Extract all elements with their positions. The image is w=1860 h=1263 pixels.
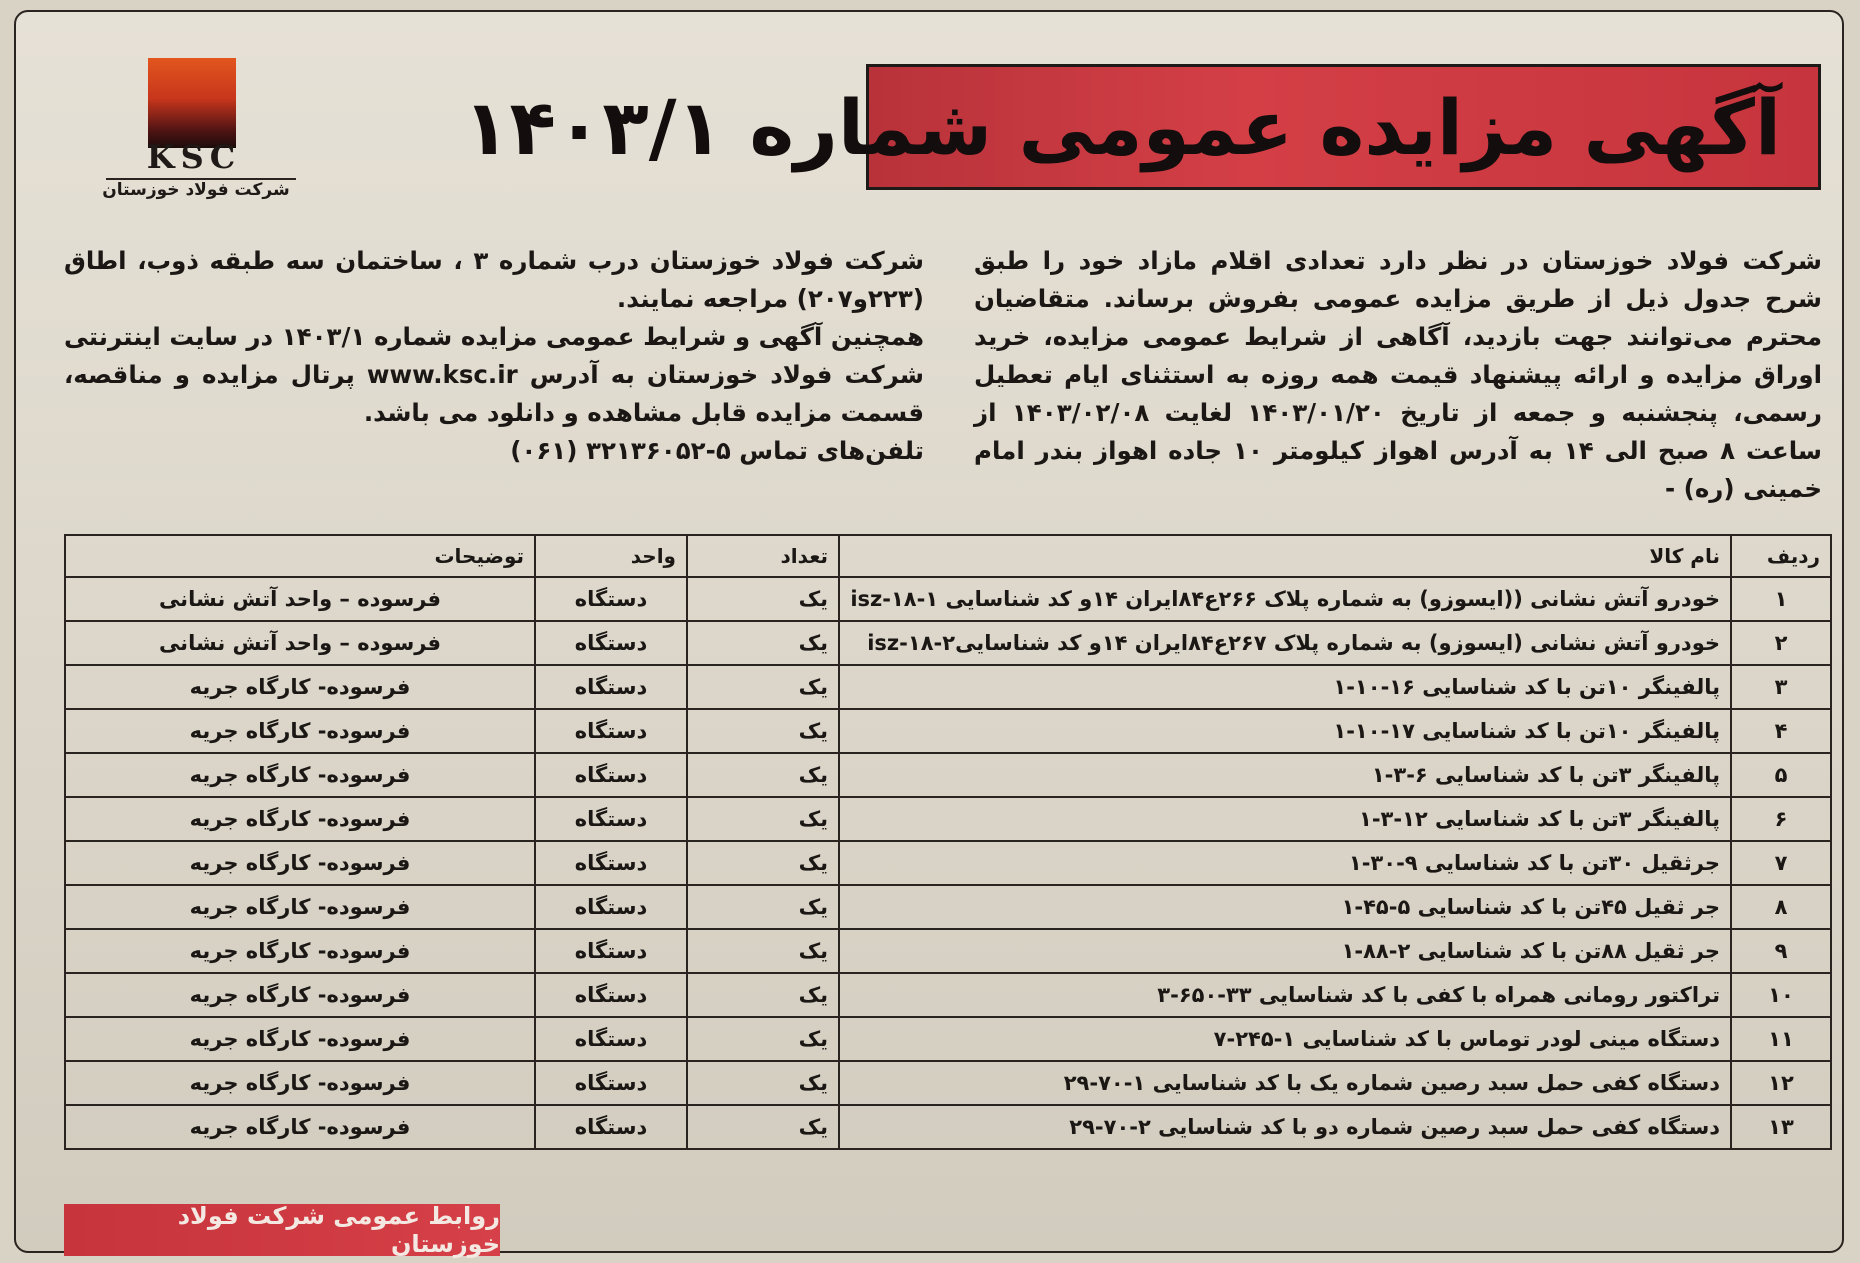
row-item: پالفینگر ۳تن با کد شناسایی ۱۲-۳-۱ — [839, 797, 1731, 841]
items-table — [64, 534, 1832, 1150]
header-notes: توضیحات — [65, 535, 535, 577]
logo-name: KSC — [146, 138, 242, 176]
row-unit: دستگاه — [535, 1105, 687, 1149]
row-item: پالفینگر ۳تن با کد شناسایی ۶-۳-۱ — [839, 753, 1731, 797]
row-index: ۹ — [1731, 929, 1831, 973]
row-count: یک — [687, 709, 839, 753]
row-count: یک — [687, 1061, 839, 1105]
intro-paragraph-right: شرکت فولاد خوزستان در نظر دارد تعدادی اقلام مازاد خود را طبق شرح جدول ذیل از طریق مزایده عمومی بفروش برساند. متقاضیان محترم می‌توانند جهت بازدید، آگاهی از شرایط عمومی مزایده، خرید اوراق مزایده و ارائه پیشنهاد قیمت همه روزه به استثنای ایام تعطیل رسمی، پنجشنبه و جمعه از تاریخ ۱۴۰۳/۰۱/۲۰ لغایت ۱۴۰۳/۰۲/۰۸ از ساعت ۸ صبح الی ۱۴ به آدرس اهواز کیلومتر ۱۰ جاده اهواز بندر امام خمینی (ره) - — [974, 246, 1822, 503]
row-unit: دستگاه — [535, 665, 687, 709]
row-count: یک — [687, 797, 839, 841]
table-row — [65, 753, 1831, 797]
row-count: یک — [687, 753, 839, 797]
row-notes: فرسوده- کارگاه جریه — [65, 929, 535, 973]
row-notes: فرسوده- کارگاه جریه — [65, 1061, 535, 1105]
row-item: پالفینگر ۱۰تن با کد شناسایی ۱۷-۱۰-۱ — [839, 709, 1731, 753]
row-index: ۱۰ — [1731, 973, 1831, 1017]
header-index: ردیف — [1731, 535, 1831, 577]
row-item: دستگاه کفی حمل سبد رصین شماره دو با کد شناسایی ۲-۷۰-۲۹ — [839, 1105, 1731, 1149]
table-row — [65, 797, 1831, 841]
row-item: جرثقیل ۳۰تن با کد شناسایی ۹-۳۰-۱ — [839, 841, 1731, 885]
row-notes: فرسوده- کارگاه جریه — [65, 753, 535, 797]
row-item: دستگاه کفی حمل سبد رصین شماره یک با کد شناسایی ۱-۷۰-۲۹ — [839, 1061, 1731, 1105]
row-unit: دستگاه — [535, 621, 687, 665]
header-count: تعداد — [687, 535, 839, 577]
company-logo — [96, 54, 296, 214]
table-row — [65, 709, 1831, 753]
row-notes: فرسوده- کارگاه جریه — [65, 1105, 535, 1149]
table-header-row — [65, 535, 1831, 577]
table-row — [65, 929, 1831, 973]
row-count: یک — [687, 1017, 839, 1061]
row-item: دستگاه مینی لودر توماس با کد شناسایی ۱-۲۴۵-۷ — [839, 1017, 1731, 1061]
notice-page — [14, 10, 1844, 1258]
row-index: ۱ — [1731, 577, 1831, 621]
intro-paragraph-left: شرکت فولاد خوزستان درب شماره ۳ ، ساختمان سه طبقه ذوب، اطاق (۲۲۳و۲۰۷) مراجعه نمایند. همچنین آگهی و شرایط عمومی مزایده شماره ۱۴۰۳/۱ در سایت اینترنتی شرکت فولاد خوزستان به آدرس www.ksc.ir پرتال مزایده و مناقصه، قسمت مزایده قابل مشاهده و دانلود می باشد. تلفن‌های تماس ۵-۳۲۱۳۶۰۵۲ (۰۶۱) — [64, 246, 924, 465]
row-item: جر ثقیل ۸۸تن با کد شناسایی ۲-۸۸-۱ — [839, 929, 1731, 973]
row-notes: فرسوده- کارگاه جریه — [65, 841, 535, 885]
row-index: ۳ — [1731, 665, 1831, 709]
row-unit: دستگاه — [535, 577, 687, 621]
table-row — [65, 841, 1831, 885]
row-unit: دستگاه — [535, 753, 687, 797]
ksc-logo-icon — [148, 58, 236, 148]
row-count: یک — [687, 621, 839, 665]
row-item: خودرو آتش نشانی (ایسوزو) به شماره پلاک ۲۶۷ع۸۴ایران ۱۴و کد شناسایی۲-isz-۱۸ — [839, 621, 1731, 665]
row-notes: فرسوده- کارگاه جریه — [65, 1017, 535, 1061]
footer-banner — [64, 1204, 500, 1256]
table-row — [65, 885, 1831, 929]
row-unit: دستگاه — [535, 797, 687, 841]
row-index: ۴ — [1731, 709, 1831, 753]
row-notes: فرسوده- کارگاه جریه — [65, 973, 535, 1017]
row-count: یک — [687, 665, 839, 709]
header-item: نام کالا — [839, 535, 1731, 577]
table-row — [65, 1105, 1831, 1149]
row-item: جر ثقیل ۴۵تن با کد شناسایی ۵-۴۵-۱ — [839, 885, 1731, 929]
row-index: ۲ — [1731, 621, 1831, 665]
row-count: یک — [687, 841, 839, 885]
row-index: ۸ — [1731, 885, 1831, 929]
row-unit: دستگاه — [535, 1061, 687, 1105]
row-count: یک — [687, 885, 839, 929]
row-notes: فرسوده- کارگاه جریه — [65, 885, 535, 929]
row-count: یک — [687, 1105, 839, 1149]
row-index: ۱۲ — [1731, 1061, 1831, 1105]
row-item: خودرو آتش نشانی ((ایسوزو) به شماره پلاک ۲۶۶ع۸۴ایران ۱۴و کد شناسایی ۱-isz-۱۸ — [839, 577, 1731, 621]
row-unit: دستگاه — [535, 973, 687, 1017]
title-banner — [463, 64, 1821, 190]
header-unit: واحد — [535, 535, 687, 577]
table-row — [65, 665, 1831, 709]
logo-subtitle: شرکت فولاد خوزستان — [102, 180, 290, 200]
row-item: تراکتور رومانی همراه با کفی با کد شناسایی ۳۳-۶۵۰-۳ — [839, 973, 1731, 1017]
row-count: یک — [687, 973, 839, 1017]
row-notes: فرسوده- کارگاه جریه — [65, 709, 535, 753]
row-item: پالفینگر ۱۰تن با کد شناسایی ۱۶-۱۰-۱ — [839, 665, 1731, 709]
row-count: یک — [687, 929, 839, 973]
table-row — [65, 577, 1831, 621]
row-unit: دستگاه — [535, 1017, 687, 1061]
row-unit: دستگاه — [535, 929, 687, 973]
row-index: ۱۳ — [1731, 1105, 1831, 1149]
table-row — [65, 973, 1831, 1017]
row-count: یک — [687, 577, 839, 621]
row-unit: دستگاه — [535, 841, 687, 885]
row-notes: فرسوده – واحد آتش نشانی — [65, 621, 535, 665]
row-notes: فرسوده- کارگاه جریه — [65, 665, 535, 709]
footer-signature: روابط عمومی شرکت فولاد خوزستان — [177, 1202, 500, 1258]
row-unit: دستگاه — [535, 885, 687, 929]
row-unit: دستگاه — [535, 709, 687, 753]
row-notes: فرسوده – واحد آتش نشانی — [65, 577, 535, 621]
row-index: ۶ — [1731, 797, 1831, 841]
table-row — [65, 621, 1831, 665]
row-index: ۷ — [1731, 841, 1831, 885]
table-row — [65, 1017, 1831, 1061]
row-notes: فرسوده- کارگاه جریه — [65, 797, 535, 841]
row-index: ۵ — [1731, 753, 1831, 797]
row-index: ۱۱ — [1731, 1017, 1831, 1061]
notice-title: آگهی مزایده عمومی شماره ۱۴۰۳/۱ — [463, 82, 1781, 172]
table-row — [65, 1061, 1831, 1105]
